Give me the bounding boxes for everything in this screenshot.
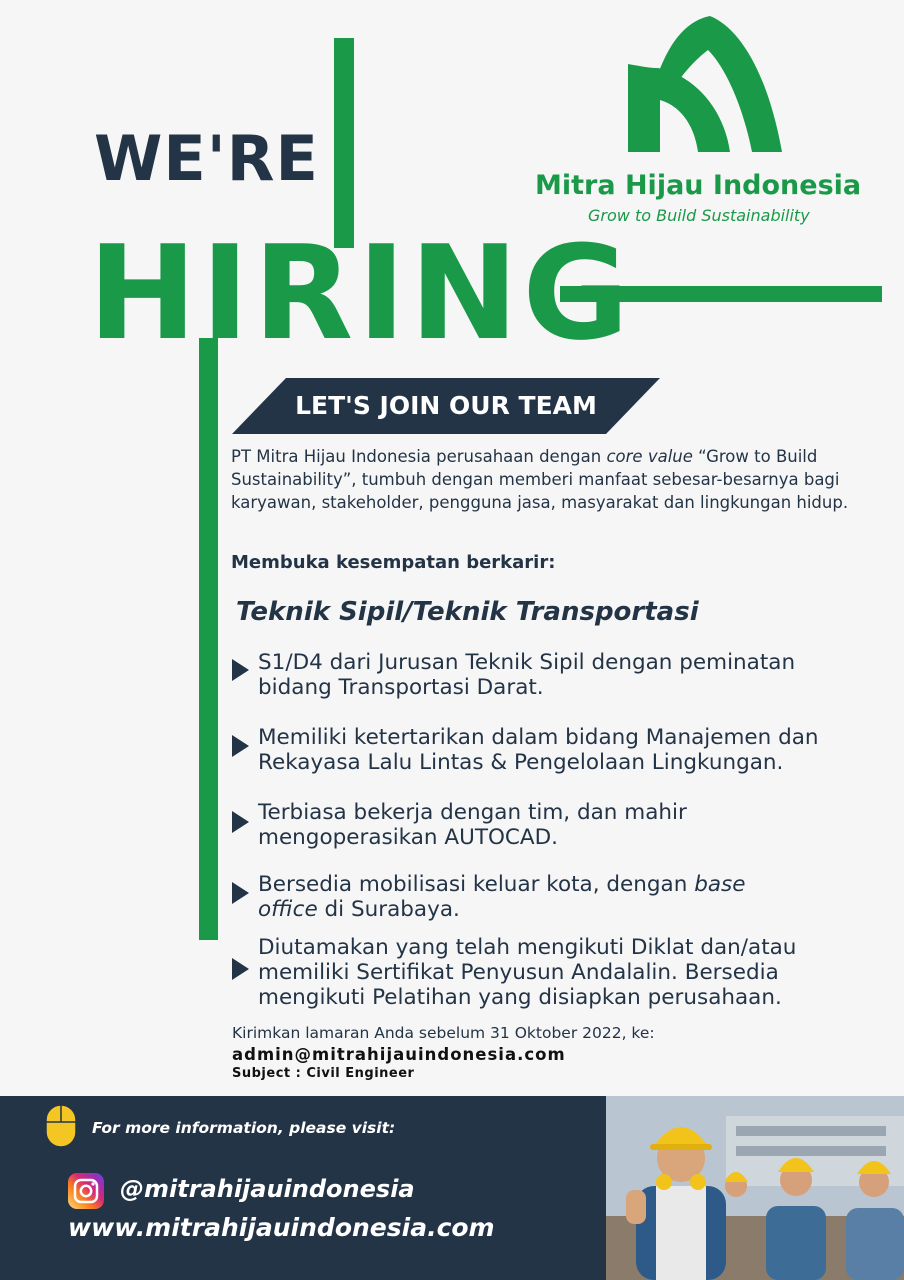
- triangle-bullet-icon: [232, 659, 249, 681]
- opening-heading: Membuka kesempatan berkarir:: [231, 552, 556, 573]
- were-heading: WE'RE: [94, 122, 319, 195]
- requirement-text: [258, 872, 758, 922]
- hiring-heading: HIRING: [88, 217, 634, 369]
- requirement-text: Diutamakan yang telah mengikuti Diklat dan/atau memiliki Sertifikat Penyusun Andalalin. Bersedia mengikuti Pelatihan yang disiapkan perusahaan.: [258, 935, 797, 1010]
- requirement-text: Memiliki ketertarikan dalam bidang Manajemen dan Rekayasa Lalu Lintas & Pengelolaan Lingkungan.: [258, 725, 819, 775]
- brand-name: Mitra Hijau Indonesia: [535, 170, 862, 201]
- workers-illustration: [606, 1096, 904, 1280]
- intro-emphasis: core value: [606, 447, 693, 466]
- triangle-bullet-icon: [232, 735, 249, 757]
- requirement-emphasis: base office: [258, 872, 746, 922]
- mouse-icon: [45, 1104, 77, 1148]
- banner-title: LET'S JOIN OUR TEAM: [295, 391, 597, 420]
- intro-text-2: “Grow to Build Sustainability”, tumbuh dengan memberi manfaat sebesar-besarnya bagi karyawan, stakeholder, pengguna jasa, masyarakat dan lingkungan hidup.: [231, 447, 849, 512]
- decorative-vertical-line-left: [199, 338, 218, 940]
- intro-text-1: PT Mitra Hijau Indonesia perusahaan dengan: [231, 447, 607, 466]
- instagram-icon[interactable]: [68, 1173, 104, 1209]
- requirement-text: S1/D4 dari Jurusan Teknik Sipil dengan peminatan bidang Transportasi Darat.: [258, 650, 796, 700]
- instagram-handle[interactable]: @mitrahijauindonesia: [120, 1175, 415, 1203]
- workers-photo: [606, 1096, 904, 1280]
- requirement-text: Terbiasa bekerja dengan tim, dan mahir mengoperasikan AUTOCAD.: [258, 800, 687, 850]
- position-title: Teknik Sipil/Teknik Transportasi: [236, 597, 699, 627]
- application-instruction: Kirimkan lamaran Anda sebelum 31 Oktober 2022, ke:: [232, 1024, 655, 1042]
- application-subject: Subject : Civil Engineer: [232, 1066, 415, 1081]
- application-email[interactable]: admin@mitrahijauindonesia.com: [232, 1045, 566, 1064]
- leaf-logo-icon: [618, 14, 788, 156]
- website-link[interactable]: www.mitrahijauindonesia.com: [68, 1213, 495, 1242]
- requirement-text-post: di Surabaya.: [317, 897, 460, 922]
- more-info-label: For more information, please visit:: [92, 1119, 396, 1137]
- brand-tagline: Grow to Build Sustainability: [588, 206, 810, 225]
- triangle-bullet-icon: [232, 811, 249, 833]
- intro-paragraph: [231, 445, 871, 514]
- triangle-bullet-icon: [232, 958, 249, 980]
- triangle-bullet-icon: [232, 882, 249, 904]
- requirement-text-pre: Bersedia mobilisasi keluar kota, dengan: [258, 872, 695, 897]
